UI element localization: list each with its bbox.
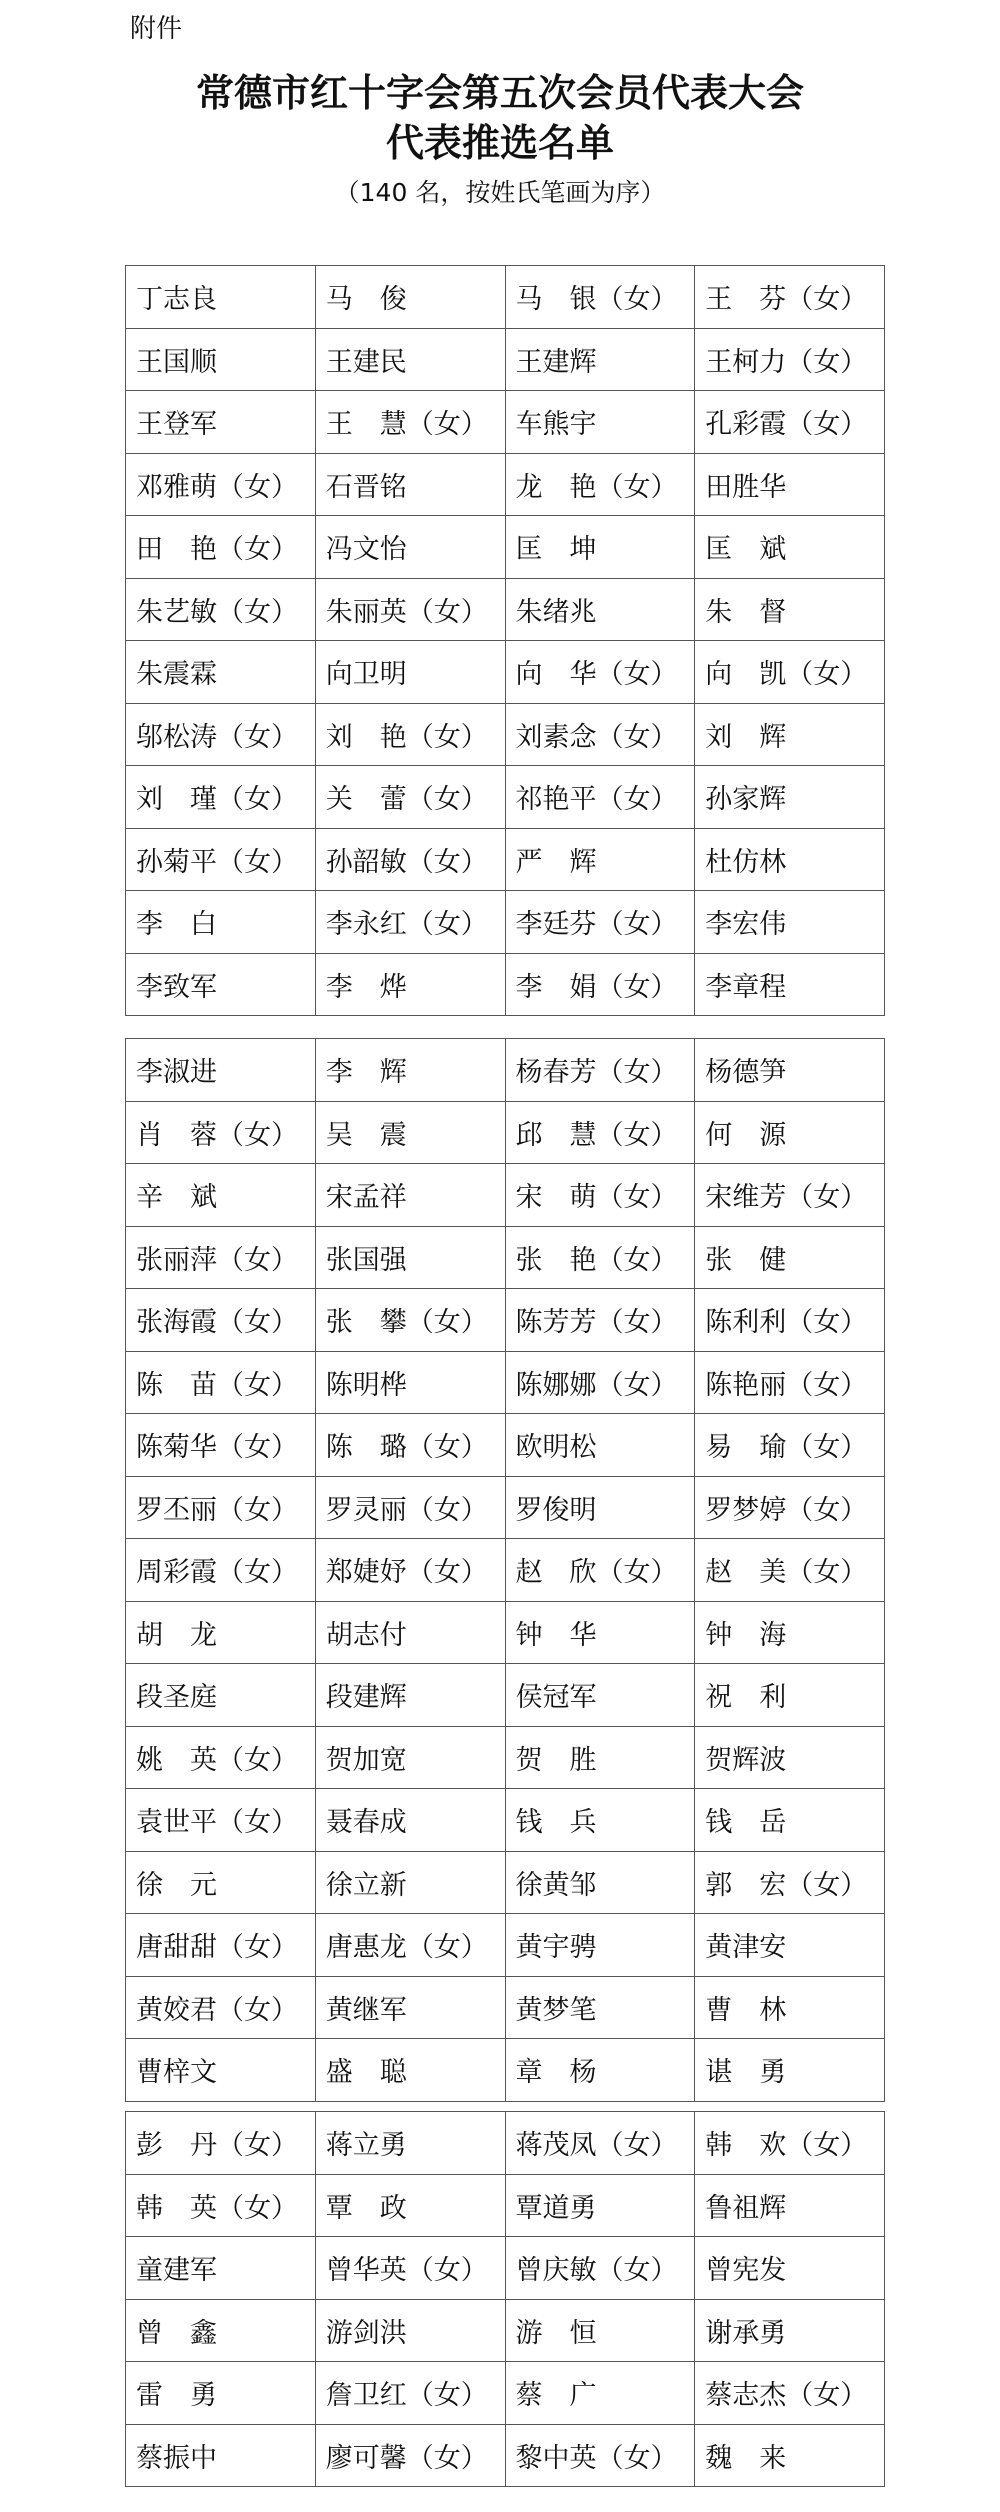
name-cell: 王建民 xyxy=(315,328,505,391)
name-cell: 冯文怡 xyxy=(315,516,505,579)
table-row xyxy=(126,2237,885,2300)
name-cell: 曾华英（女） xyxy=(315,2237,505,2300)
name-cell: 覃 政 xyxy=(315,2174,505,2237)
table-row xyxy=(126,1539,885,1602)
name-cell: 王 慧（女） xyxy=(315,391,505,454)
table-row xyxy=(126,266,885,329)
table-row xyxy=(126,578,885,641)
name-cell: 黄梦笔 xyxy=(505,1976,695,2039)
name-cell: 张丽萍（女） xyxy=(126,1226,316,1289)
table-row xyxy=(126,953,885,1016)
name-cell: 曾庆敏（女） xyxy=(505,2237,695,2300)
table-row xyxy=(126,1289,885,1352)
name-cell: 车熊宇 xyxy=(505,391,695,454)
name-cell: 王建辉 xyxy=(505,328,695,391)
name-cell: 朱震霖 xyxy=(126,641,316,704)
name-cell: 欧明松 xyxy=(505,1414,695,1477)
name-cell: 祁艳平（女） xyxy=(505,766,695,829)
name-cell: 廖可馨（女） xyxy=(315,2424,505,2487)
name-cell: 胡志付 xyxy=(315,1601,505,1664)
name-cell: 黄宇骋 xyxy=(505,1914,695,1977)
name-cell: 李廷芬（女） xyxy=(505,891,695,954)
name-cell: 李致军 xyxy=(126,953,316,1016)
name-cell: 李 娟（女） xyxy=(505,953,695,1016)
table-row xyxy=(126,2039,885,2102)
name-cell: 彭 丹（女） xyxy=(126,2112,316,2175)
name-cell: 雷 勇 xyxy=(126,2362,316,2425)
name-cell: 吴 震 xyxy=(315,1101,505,1164)
name-cell: 孙韶敏（女） xyxy=(315,828,505,891)
name-cell: 黄继军 xyxy=(315,1976,505,2039)
table-row xyxy=(126,1414,885,1477)
name-cell: 王柯力（女） xyxy=(695,328,885,391)
name-cell: 徐黄邹 xyxy=(505,1851,695,1914)
name-cell: 邬松涛（女） xyxy=(126,703,316,766)
name-cell: 贺加宽 xyxy=(315,1726,505,1789)
name-cell: 蒋立勇 xyxy=(315,2112,505,2175)
name-cell: 何 源 xyxy=(695,1101,885,1164)
name-cell: 陈利利（女） xyxy=(695,1289,885,1352)
name-cell: 陈艳丽（女） xyxy=(695,1351,885,1414)
table-row xyxy=(126,828,885,891)
name-cell: 朱 督 xyxy=(695,578,885,641)
name-cell: 宋维芳（女） xyxy=(695,1164,885,1227)
table-row xyxy=(126,1789,885,1852)
name-cell: 孔彩霞（女） xyxy=(695,391,885,454)
name-cell: 魏 来 xyxy=(695,2424,885,2487)
name-cell: 徐立新 xyxy=(315,1851,505,1914)
name-cell: 宋孟祥 xyxy=(315,1164,505,1227)
name-cell: 杜仿林 xyxy=(695,828,885,891)
name-cell: 辛 斌 xyxy=(126,1164,316,1227)
name-cell: 马 银（女） xyxy=(505,266,695,329)
name-cell: 石晋铭 xyxy=(315,453,505,516)
name-cell: 蒋茂凤（女） xyxy=(505,2112,695,2175)
name-cell: 蔡振中 xyxy=(126,2424,316,2487)
name-cell: 陈明桦 xyxy=(315,1351,505,1414)
name-cell: 杨春芳（女） xyxy=(505,1039,695,1102)
name-cell: 孙家辉 xyxy=(695,766,885,829)
name-cell: 匡 斌 xyxy=(695,516,885,579)
name-cell: 丁志良 xyxy=(126,266,316,329)
name-cell: 郑婕妤（女） xyxy=(315,1539,505,1602)
table-row xyxy=(126,1726,885,1789)
name-cell: 李宏伟 xyxy=(695,891,885,954)
document-subtitle: （140 名，按姓氏笔画为序） xyxy=(334,178,666,207)
table-row xyxy=(126,1664,885,1727)
name-cell: 黎中英（女） xyxy=(505,2424,695,2487)
name-cell: 易 瑜（女） xyxy=(695,1414,885,1477)
name-cell: 段圣庭 xyxy=(126,1664,316,1727)
name-cell: 黄津安 xyxy=(695,1914,885,1977)
name-cell: 张 健 xyxy=(695,1226,885,1289)
table-row xyxy=(126,891,885,954)
name-cell: 陈 苗（女） xyxy=(126,1351,316,1414)
name-cell: 严 辉 xyxy=(505,828,695,891)
name-cell: 姚 英（女） xyxy=(126,1726,316,1789)
name-cell: 韩 英（女） xyxy=(126,2174,316,2237)
name-cell: 罗梦婷（女） xyxy=(695,1476,885,1539)
table-row xyxy=(126,1476,885,1539)
name-cell: 詹卫红（女） xyxy=(315,2362,505,2425)
name-cell: 段建辉 xyxy=(315,1664,505,1727)
name-cell: 孙菊平（女） xyxy=(126,828,316,891)
name-cell: 杨德笋 xyxy=(695,1039,885,1102)
name-cell: 向 华（女） xyxy=(505,641,695,704)
name-cell: 侯冠军 xyxy=(505,1664,695,1727)
table-row xyxy=(126,2112,885,2175)
name-cell: 田胜华 xyxy=(695,453,885,516)
table-row xyxy=(126,1601,885,1664)
name-cell: 盛 聪 xyxy=(315,2039,505,2102)
name-cell: 马 俊 xyxy=(315,266,505,329)
name-cell: 徐 元 xyxy=(126,1851,316,1914)
name-cell: 覃道勇 xyxy=(505,2174,695,2237)
name-cell: 李 白 xyxy=(126,891,316,954)
name-cell: 曹 林 xyxy=(695,1976,885,2039)
attachment-label: 附件 xyxy=(130,14,183,44)
name-table-1 xyxy=(125,265,885,1016)
name-cell: 朱艺敏（女） xyxy=(126,578,316,641)
name-cell: 匡 坤 xyxy=(505,516,695,579)
name-cell: 宋 萌（女） xyxy=(505,1164,695,1227)
document-title-line-1: 常德市红十字会第五次会员代表大会 xyxy=(195,70,804,115)
name-cell: 唐甜甜（女） xyxy=(126,1914,316,1977)
name-cell: 王国顺 xyxy=(126,328,316,391)
name-cell: 罗丕丽（女） xyxy=(126,1476,316,1539)
name-cell: 童建军 xyxy=(126,2237,316,2300)
name-cell: 胡 龙 xyxy=(126,1601,316,1664)
name-cell: 朱丽英（女） xyxy=(315,578,505,641)
name-cell: 罗俊明 xyxy=(505,1476,695,1539)
name-cell: 韩 欢（女） xyxy=(695,2112,885,2175)
table-row xyxy=(126,391,885,454)
table-row xyxy=(126,1914,885,1977)
name-cell: 周彩霞（女） xyxy=(126,1539,316,1602)
name-cell: 田 艳（女） xyxy=(126,516,316,579)
table-row xyxy=(126,516,885,579)
name-table-2 xyxy=(125,1038,885,2102)
name-cell: 李章程 xyxy=(695,953,885,1016)
name-cell: 朱绪兆 xyxy=(505,578,695,641)
document-title-line-2: 代表推选名单 xyxy=(385,120,614,165)
table-row xyxy=(126,1976,885,2039)
name-cell: 张国强 xyxy=(315,1226,505,1289)
name-cell: 李永红（女） xyxy=(315,891,505,954)
name-cell: 祝 利 xyxy=(695,1664,885,1727)
name-cell: 钟 华 xyxy=(505,1601,695,1664)
table-row xyxy=(126,2299,885,2362)
name-cell: 龙 艳（女） xyxy=(505,453,695,516)
name-cell: 游剑洪 xyxy=(315,2299,505,2362)
name-cell: 罗灵丽（女） xyxy=(315,1476,505,1539)
name-cell: 李 烨 xyxy=(315,953,505,1016)
name-cell: 李淑进 xyxy=(126,1039,316,1102)
name-cell: 曾 鑫 xyxy=(126,2299,316,2362)
name-cell: 黄姣君（女） xyxy=(126,1976,316,2039)
name-cell: 关 蕾（女） xyxy=(315,766,505,829)
name-cell: 刘素念（女） xyxy=(505,703,695,766)
name-cell: 邓雅萌（女） xyxy=(126,453,316,516)
name-cell: 陈娜娜（女） xyxy=(505,1351,695,1414)
name-cell: 陈芳芳（女） xyxy=(505,1289,695,1352)
name-cell: 谢承勇 xyxy=(695,2299,885,2362)
table-row xyxy=(126,641,885,704)
table-row xyxy=(126,703,885,766)
name-cell: 刘 瑾（女） xyxy=(126,766,316,829)
table-row xyxy=(126,1164,885,1227)
name-cell: 向 凯（女） xyxy=(695,641,885,704)
name-cell: 陈菊华（女） xyxy=(126,1414,316,1477)
name-cell: 袁世平（女） xyxy=(126,1789,316,1852)
name-cell: 贺 胜 xyxy=(505,1726,695,1789)
name-cell: 钱 兵 xyxy=(505,1789,695,1852)
table-row xyxy=(126,328,885,391)
name-cell: 唐惠龙（女） xyxy=(315,1914,505,1977)
name-cell: 曾宪发 xyxy=(695,2237,885,2300)
name-cell: 邱 慧（女） xyxy=(505,1101,695,1164)
name-cell: 王 芬（女） xyxy=(695,266,885,329)
name-cell: 陈 璐（女） xyxy=(315,1414,505,1477)
name-cell: 章 杨 xyxy=(505,2039,695,2102)
name-cell: 聂春成 xyxy=(315,1789,505,1852)
table-row xyxy=(126,766,885,829)
name-cell: 张海霞（女） xyxy=(126,1289,316,1352)
name-cell: 张 攀（女） xyxy=(315,1289,505,1352)
name-cell: 钱 岳 xyxy=(695,1789,885,1852)
table-row xyxy=(126,1226,885,1289)
name-cell: 刘 艳（女） xyxy=(315,703,505,766)
name-cell: 游 恒 xyxy=(505,2299,695,2362)
table-row xyxy=(126,2424,885,2487)
table-row xyxy=(126,1039,885,1102)
name-cell: 谌 勇 xyxy=(695,2039,885,2102)
table-row xyxy=(126,1851,885,1914)
name-cell: 郭 宏（女） xyxy=(695,1851,885,1914)
name-cell: 刘 辉 xyxy=(695,703,885,766)
name-cell: 赵 欣（女） xyxy=(505,1539,695,1602)
name-table-3 xyxy=(125,2111,885,2487)
table-row xyxy=(126,2174,885,2237)
name-cell: 向卫明 xyxy=(315,641,505,704)
table-row xyxy=(126,2362,885,2425)
name-cell: 肖 蓉（女） xyxy=(126,1101,316,1164)
name-cell: 赵 美（女） xyxy=(695,1539,885,1602)
name-cell: 李 辉 xyxy=(315,1039,505,1102)
name-cell: 钟 海 xyxy=(695,1601,885,1664)
table-row xyxy=(126,1101,885,1164)
name-cell: 贺辉波 xyxy=(695,1726,885,1789)
table-row xyxy=(126,453,885,516)
name-cell: 蔡志杰（女） xyxy=(695,2362,885,2425)
name-cell: 鲁祖辉 xyxy=(695,2174,885,2237)
table-row xyxy=(126,1351,885,1414)
name-cell: 曹梓文 xyxy=(126,2039,316,2102)
name-cell: 王登军 xyxy=(126,391,316,454)
name-cell: 张 艳（女） xyxy=(505,1226,695,1289)
name-cell: 蔡 广 xyxy=(505,2362,695,2425)
